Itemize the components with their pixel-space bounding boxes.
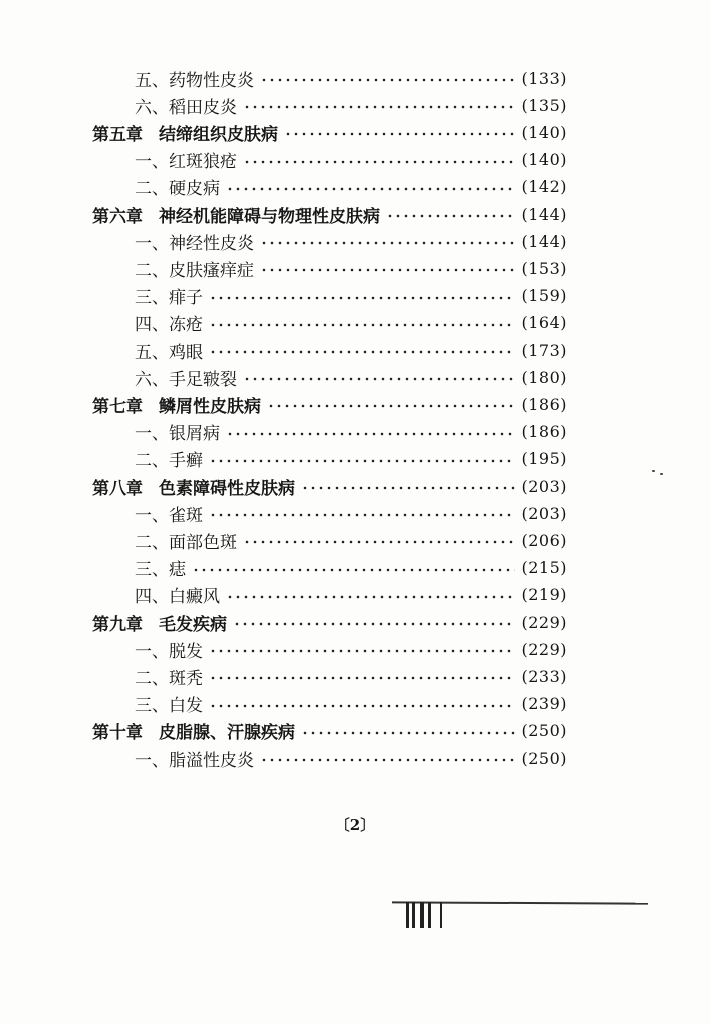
- scan-artifact-bar: [412, 902, 415, 928]
- toc-entry-row: [135, 282, 567, 310]
- entry-title: 三、痣: [135, 560, 186, 581]
- page-ref: (203): [521, 476, 567, 496]
- entry-title: 一、脂溢性皮炎: [135, 750, 254, 771]
- toc-entry-row: [135, 526, 567, 554]
- page-ref: (133): [521, 68, 567, 88]
- chapter-title: 结缔组织皮肤病: [159, 124, 278, 145]
- chapter-number: 第十章: [92, 723, 143, 744]
- dot-leader: [209, 459, 515, 463]
- dot-leader: [209, 296, 515, 300]
- dot-leader: [209, 704, 515, 708]
- page-ref: (250): [521, 721, 567, 741]
- toc-entry-row: [135, 91, 567, 119]
- page-ref: (159): [521, 286, 567, 306]
- entry-title: 二、硬皮病: [135, 179, 220, 200]
- entry-title: 二、手癣: [135, 451, 203, 472]
- dot-leader: [209, 649, 515, 653]
- entry-title: 五、鸡眼: [135, 342, 203, 363]
- chapter-title: 皮脂腺、汗腺疾病: [159, 723, 295, 744]
- toc-entry-row: [135, 554, 567, 582]
- chapter-number: 第九章: [92, 614, 143, 635]
- page-ref: (250): [521, 748, 567, 768]
- dot-leader: [226, 595, 515, 599]
- chapter-title: 毛发疾病: [159, 614, 227, 635]
- page-ref: (215): [521, 558, 567, 578]
- dot-leader: [243, 105, 515, 109]
- page-ref: (144): [521, 204, 567, 224]
- scan-speck: [660, 473, 663, 475]
- chapter-number: 第七章: [92, 396, 143, 417]
- entry-title: 四、白癜风: [135, 587, 220, 608]
- toc-chapter-row: [92, 200, 567, 228]
- page-ref: (186): [521, 422, 567, 442]
- page-ref: (229): [521, 612, 567, 632]
- toc-entry-row: [135, 336, 567, 364]
- toc-chapter-row: [92, 608, 567, 636]
- toc-chapter-row: [92, 390, 567, 418]
- dot-leader: [260, 268, 515, 272]
- toc-chapter-row: [92, 472, 567, 500]
- page-ref: (239): [521, 694, 567, 714]
- dot-leader: [267, 404, 515, 408]
- page-ref: (140): [521, 150, 567, 170]
- entry-title: 一、脱发: [135, 641, 203, 662]
- page-ref: (153): [521, 258, 567, 278]
- dot-leader: [243, 540, 515, 544]
- dot-leader: [233, 622, 515, 626]
- chapter-number: 第五章: [92, 124, 143, 145]
- entry-title: 六、手足皲裂: [135, 369, 237, 390]
- entry-title: 一、雀斑: [135, 505, 203, 526]
- scan-artifact-bar: [440, 902, 442, 928]
- page-ref: (219): [521, 585, 567, 605]
- dot-leader: [301, 486, 515, 490]
- toc-entry-row: [135, 662, 567, 690]
- page-ref: (186): [521, 394, 567, 414]
- toc-entry-row: [135, 445, 567, 473]
- dot-leader: [284, 132, 515, 136]
- scan-artifact-bar: [428, 902, 431, 928]
- dot-leader: [260, 241, 515, 245]
- page-ref: (142): [521, 177, 567, 197]
- page-ref: (144): [521, 231, 567, 251]
- entry-title: 六、稻田皮炎: [135, 97, 237, 118]
- page-ref: (233): [521, 666, 567, 686]
- toc-entry-row: [135, 499, 567, 527]
- dot-leader: [226, 432, 515, 436]
- toc-entry-row: [135, 581, 567, 609]
- toc-chapter-row: [92, 717, 567, 745]
- dot-leader: [226, 187, 515, 191]
- toc-entry-row: [135, 173, 567, 201]
- toc-entry-row: [135, 744, 567, 772]
- scan-artifact-bar: [420, 902, 424, 928]
- page-ref: (229): [521, 639, 567, 659]
- toc-entry-row: [135, 146, 567, 174]
- page-ref: (195): [521, 449, 567, 469]
- dot-leader: [209, 323, 515, 327]
- dot-leader: [386, 214, 515, 218]
- toc-entry-row: [135, 635, 567, 663]
- chapter-title: 神经机能障碍与物理性皮肤病: [159, 206, 380, 227]
- toc-entry-row: [135, 690, 567, 718]
- dot-leader: [192, 568, 515, 572]
- chapter-number: 第六章: [92, 206, 143, 227]
- page-ref: (164): [521, 313, 567, 333]
- dot-leader: [260, 78, 515, 82]
- entry-title: 二、斑秃: [135, 668, 203, 689]
- scan-artifact-bar: [406, 902, 409, 928]
- dot-leader: [260, 758, 515, 762]
- chapter-title: 色素障碍性皮肤病: [159, 478, 295, 499]
- page-ref: (173): [521, 340, 567, 360]
- toc-chapter-row: [92, 118, 567, 146]
- chapter-number: 第八章: [92, 478, 143, 499]
- toc-entry-row: [135, 363, 567, 391]
- entry-title: 一、银屑病: [135, 424, 220, 445]
- toc-entry-row: [135, 227, 567, 255]
- scan-speck: [652, 470, 655, 472]
- entry-title: 四、冻疮: [135, 315, 203, 336]
- page-ref: (135): [521, 95, 567, 115]
- entry-title: 五、药物性皮炎: [135, 70, 254, 91]
- entry-title: 三、白发: [135, 696, 203, 717]
- toc-entry-row: [135, 254, 567, 282]
- page-ref: (206): [521, 530, 567, 550]
- page-ref: (140): [521, 122, 567, 142]
- entry-title: 一、神经性皮炎: [135, 233, 254, 254]
- entry-title: 二、面部色斑: [135, 532, 237, 553]
- toc-entry-row: [135, 418, 567, 446]
- chapter-title: 鳞屑性皮肤病: [159, 396, 261, 417]
- dot-leader: [301, 731, 515, 735]
- entry-title: 二、皮肤瘙痒症: [135, 260, 254, 281]
- dot-leader: [209, 513, 515, 517]
- page-ref: (180): [521, 367, 567, 387]
- dot-leader: [243, 160, 515, 164]
- dot-leader: [209, 350, 515, 354]
- entry-title: 一、红斑狼疮: [135, 152, 237, 173]
- dot-leader: [243, 377, 515, 381]
- toc-entry-row: [135, 64, 567, 92]
- entry-title: 三、痱子: [135, 288, 203, 309]
- toc-entry-row: [135, 309, 567, 337]
- page-number: 〔2〕: [334, 816, 376, 834]
- dot-leader: [209, 676, 515, 680]
- page-ref: (203): [521, 503, 567, 523]
